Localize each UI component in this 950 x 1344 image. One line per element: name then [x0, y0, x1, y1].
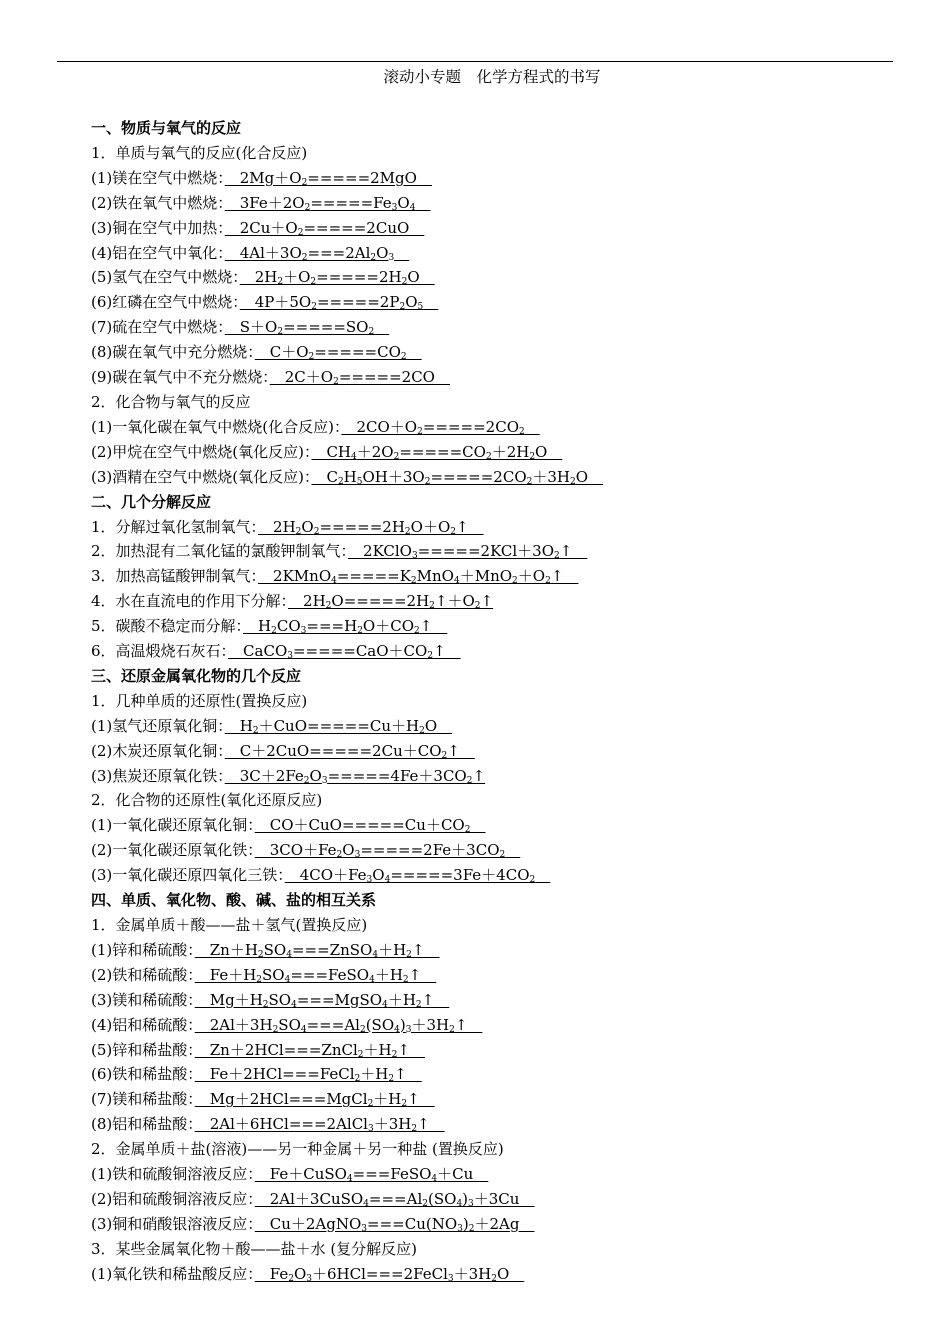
item-label: 2．化合物与氧气的反应 — [91, 392, 251, 411]
section-heading — [91, 664, 911, 689]
equation-answer: $C+O_2=====CO_2$ — [254, 343, 407, 363]
item-label: (9)碳在氧气中不充分燃烧： — [91, 368, 270, 387]
equation-answer: $3Fe+2O_2=====Fe_3O_4$ — [224, 193, 416, 213]
item-label: (1)镁在空气中燃烧： — [91, 168, 225, 187]
item-label: (3)铜和硝酸银溶液反应： — [91, 1214, 255, 1233]
item-label: (8)铝和稀盐酸： — [91, 1115, 195, 1134]
equation-answer: $2C+O_2=====2CO$ — [269, 368, 450, 388]
item-label: 3．加热高锰酸钾制氧气： — [91, 567, 259, 586]
exercise-item — [91, 465, 911, 490]
item-label: (5)氢气在空气中燃烧： — [91, 268, 240, 287]
item-label: 三、还原金属氧化物的几个反应 — [91, 666, 302, 685]
exercise-item — [91, 166, 911, 191]
equation-answer: $2H_2+O_2=====2H_2O$ — [239, 268, 435, 288]
exercise-item — [91, 1062, 911, 1087]
equation-answer: $Cu+2AgNO_3===Cu(NO_3)_2+2Ag$ — [254, 1214, 535, 1234]
item-label: (6)红磷在空气中燃烧： — [91, 293, 240, 312]
top-rule — [57, 61, 893, 62]
equation-answer: $4P+5O_2=====2P_2O_5$ — [239, 293, 424, 313]
exercise-item — [91, 1187, 911, 1212]
exercise-item — [91, 191, 911, 216]
equation-answer: $2Al+3CuSO_4===Al_2(SO_4)_3+3Cu$ — [254, 1189, 535, 1209]
equation-answer: $3C+2Fe_2O_3=====4Fe+3CO_2↑$ — [224, 766, 486, 786]
equation-answer: $CO+CuO=====Cu+CO_2$ — [254, 816, 471, 836]
item-label: (2)铁和稀硫酸： — [91, 965, 195, 984]
item-label: (3)铜在空气中加热： — [91, 218, 225, 237]
equation-answer: $2Al+3H_2SO_4===Al_2(SO_4)_3+3H_2↑$ — [194, 1015, 483, 1035]
exercise-item — [91, 1013, 911, 1038]
equation-answer: $Mg+H_2SO_4===MgSO_4+H_2↑$ — [194, 990, 450, 1010]
item-label: (3)一氧化碳还原四氧化三铁： — [91, 866, 285, 885]
equation-answer: $Mg+2HCl===MgCl_2+H_2↑$ — [194, 1090, 435, 1110]
subsection-heading — [91, 390, 911, 415]
item-label: 一、物质与氧气的反应 — [91, 119, 242, 137]
item-label: 二、几个分解反应 — [91, 492, 212, 511]
item-label: 1．金属单质＋酸——盐＋氢气(置换反应) — [91, 916, 368, 934]
exercise-item — [91, 539, 911, 564]
exercise-item — [91, 714, 911, 739]
equation-answer: $2Al+6HCl===2AlCl_3+3H_2↑$ — [194, 1115, 445, 1135]
item-label: 1．分解过氧化氢制氧气： — [91, 517, 259, 536]
exercise-item — [91, 415, 911, 440]
exercise-item — [91, 764, 911, 789]
item-label: 1．单质与氧气的反应(化合反应) — [91, 143, 308, 162]
exercise-item — [91, 813, 911, 838]
equation-answer: $S+O_2=====SO_2$ — [224, 318, 375, 338]
equation-answer: $Fe+2HCl===FeCl_2+H_2↑$ — [194, 1065, 422, 1085]
item-label: (2)甲烷在空气中燃烧(氧化反应)： — [91, 442, 312, 461]
exercise-item — [91, 1087, 911, 1112]
equation-answer: $2Cu+O_2=====2CuO$ — [224, 218, 425, 238]
item-label: 4．水在直流电的作用下分解： — [91, 592, 289, 611]
exercise-item — [91, 863, 911, 888]
exercise-item — [91, 739, 911, 764]
item-label: (2)铁在氧气中燃烧： — [91, 193, 225, 212]
item-label: (6)铁和稀盐酸： — [91, 1065, 195, 1084]
item-label: 四、单质、氧化物、酸、碱、盐的相互关系 — [91, 891, 377, 910]
item-label: (4)铝在空气中氧化： — [91, 243, 225, 262]
item-label: (2)木炭还原氧化铜： — [91, 741, 225, 760]
exercise-item — [91, 216, 911, 241]
item-label: (1)一氧化碳还原氧化铜： — [91, 816, 255, 835]
subsection-heading — [91, 913, 911, 938]
exercise-item — [91, 1038, 911, 1063]
item-label: (1)铁和硫酸铜溶液反应： — [91, 1165, 255, 1184]
equation-answer: $2KClO_3=====2KCl+3O_2↑$ — [348, 542, 588, 562]
exercise-item — [91, 564, 911, 589]
item-label: (8)碳在氧气中充分燃烧： — [91, 343, 255, 362]
equation-answer: $C_2H_5OH+3O_2=====2CO_2+3H_2O$ — [311, 467, 604, 487]
subsection-heading — [91, 141, 911, 166]
item-label: (1)氢气还原氧化铜： — [91, 716, 225, 735]
item-label: (2)铝和硫酸铜溶液反应： — [91, 1189, 255, 1208]
exercise-item — [91, 639, 911, 664]
section-heading — [91, 116, 911, 141]
page-title: 滚动小专题 化学方程式的书写 — [383, 68, 601, 86]
exercise-item — [91, 241, 911, 266]
exercise-item — [91, 315, 911, 340]
exercise-item — [91, 1212, 911, 1237]
exercise-item — [91, 515, 911, 540]
item-label: (1)锌和稀硫酸： — [91, 940, 195, 959]
equation-answer: $3CO+Fe_2O_3=====2Fe+3CO_2$ — [254, 841, 506, 861]
equation-answer: $H_2CO_3===H_2O+CO_2↑$ — [243, 617, 448, 637]
document-body — [91, 116, 911, 1287]
item-label: (7)镁和稀盐酸： — [91, 1090, 195, 1109]
equation-answer: $2H_2O=====2H_2↑+O_2↑$ — [288, 592, 494, 612]
item-label: (3)酒精在空气中燃烧(氧化反应)： — [91, 467, 312, 486]
subsection-heading — [91, 788, 911, 813]
equation-answer: Fe＋CuSO$_4$===FeSO$_4$＋Cu — [254, 1165, 489, 1185]
item-label: (7)硫在空气中燃烧： — [91, 318, 225, 337]
equation-answer: $2Mg+O_2=====2MgO$ — [224, 168, 432, 188]
subsection-heading — [91, 1137, 911, 1162]
subsection-heading — [91, 1237, 911, 1262]
item-label: 2．化合物的还原性(氧化还原反应) — [91, 791, 323, 810]
equation-answer: $CaCO_3=====CaO+CO_2↑$ — [228, 642, 461, 662]
section-heading — [91, 888, 911, 913]
equation-answer: $Fe_2O_3+6HCl===2FeCl_3+3H_2O$ — [254, 1264, 525, 1284]
item-label: (4)铝和稀硫酸： — [91, 1015, 195, 1034]
item-label: 3．某些金属氧化物＋酸——盐＋水 (复分解反应) — [91, 1239, 418, 1258]
equation-answer: $H_2+CuO=====Cu+H_2O$ — [224, 716, 453, 736]
exercise-item — [91, 365, 911, 390]
item-label: 2．金属单质＋盐(溶液)——另一种金属＋另一种盐 (置换反应) — [91, 1140, 504, 1159]
item-label: (1)一氧化碳在氧气中燃烧(化合反应)： — [91, 417, 342, 436]
item-label: 2．加热混有二氧化锰的氯酸钾制氧气： — [91, 542, 349, 561]
equation-answer: $Zn+2HCl===ZnCl_2+H_2↑$ — [194, 1040, 425, 1060]
item-label: 6．高温煅烧石灰石： — [91, 642, 229, 661]
subsection-heading — [91, 689, 911, 714]
equation-answer: $4Al+3O_2===2Al_2O_3$ — [224, 243, 395, 263]
exercise-item — [91, 290, 911, 315]
exercise-item — [91, 988, 911, 1013]
item-label: 1．几种单质的还原性(置换反应) — [91, 691, 308, 710]
equation-answer: $2KMnO_4=====K_2MnO_4+MnO_2+O_2↑$ — [258, 567, 579, 587]
item-label: 5．碳酸不稳定而分解： — [91, 617, 244, 636]
equation-answer: $C+2CuO=====2Cu+CO_2↑$ — [224, 741, 475, 761]
equation-answer: $Fe+H_2SO_4===FeSO_4+H_2↑$ — [194, 965, 437, 985]
exercise-item — [91, 589, 911, 614]
equation-answer: $Zn+H_2SO_4===ZnSO_4+H_2↑$ — [194, 940, 440, 960]
exercise-item — [91, 838, 911, 863]
exercise-item — [91, 440, 911, 465]
equation-answer: $CH_4+2O_2=====CO_2+2H_2O$ — [311, 442, 563, 462]
exercise-item — [91, 340, 911, 365]
equation-answer: $2H_2O_2=====2H_2O+O_2↑$ — [258, 517, 484, 537]
exercise-item — [91, 963, 911, 988]
exercise-item — [91, 614, 911, 639]
item-label: (3)镁和稀硫酸： — [91, 990, 195, 1009]
exercise-item — [91, 265, 911, 290]
exercise-item — [91, 1262, 911, 1287]
exercise-item — [91, 938, 911, 963]
item-label: (3)焦炭还原氧化铁： — [91, 766, 225, 785]
section-heading — [91, 490, 911, 515]
item-label: (2)一氧化碳还原氧化铁： — [91, 841, 255, 860]
exercise-item — [91, 1162, 911, 1187]
item-label: (1)氧化铁和稀盐酸反应： — [91, 1264, 255, 1283]
exercise-item — [91, 1112, 911, 1137]
equation-answer: $4CO+Fe_3O_4=====3Fe+4CO_2$ — [284, 866, 536, 886]
equation-answer: $2CO+O_2=====2CO_2$ — [341, 417, 525, 437]
item-label: (5)锌和稀盐酸： — [91, 1040, 195, 1059]
